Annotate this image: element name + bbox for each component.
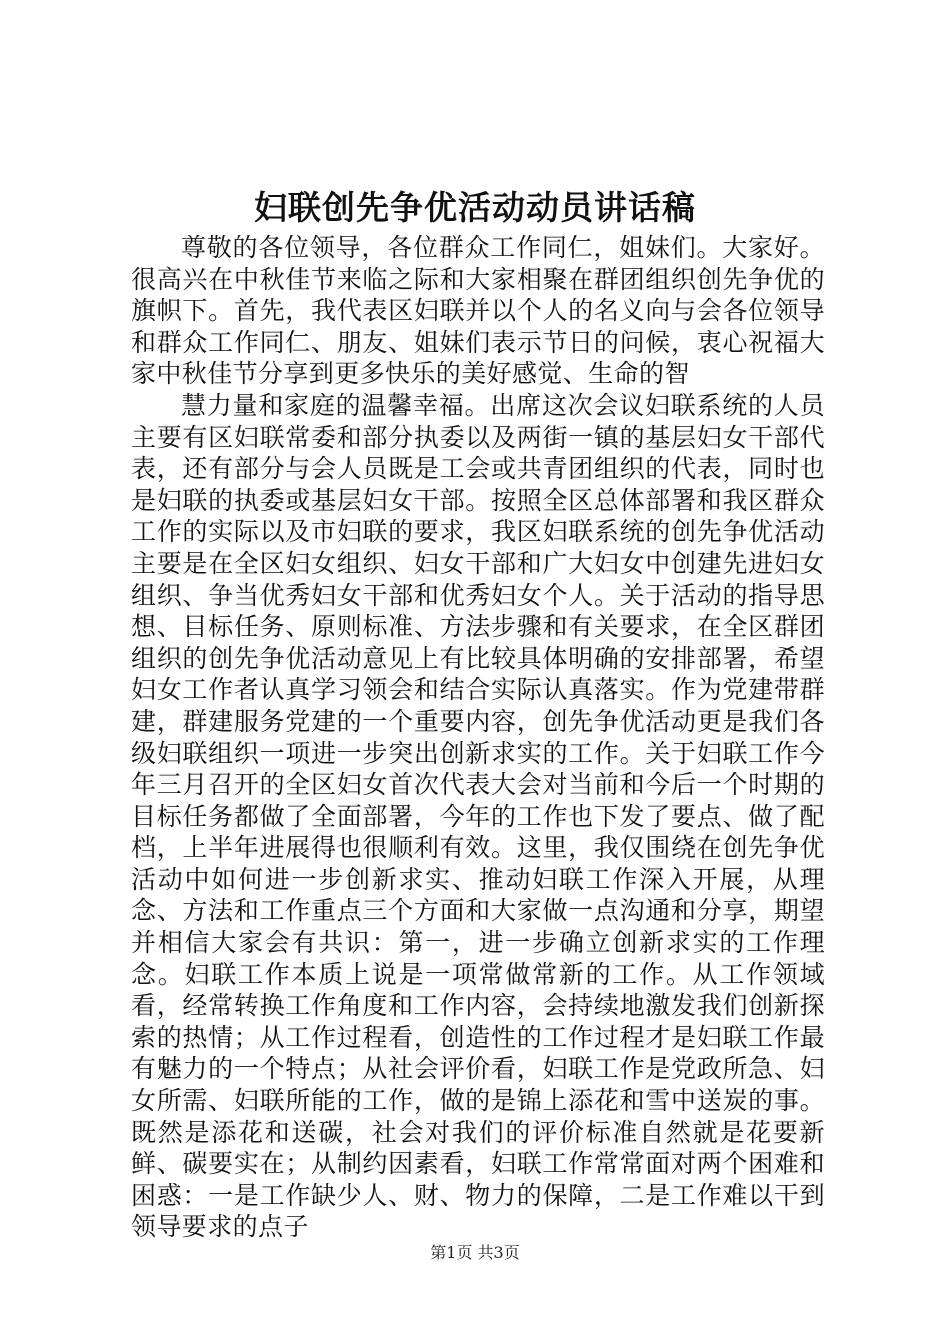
document-body (131, 232, 825, 1243)
paragraph: 慧力量和家庭的温馨幸福。出席这次会议妇联系统的人员主要有区妇联常委和部分执委以及两街一镇的基层妇女干部代表，还有部分与会人员既是工会或共青团组织的代表，同时也是妇联的执委或基层妇女干部。按照全区总体部署和我区群众工作的实际以及市妇联的要求，我区妇联系统的创先争优活动主要是在全区妇女组织、妇女干部和广大妇女中创建先进妇女组织、争当优秀妇女干部和优秀妇女个人。关于活动的指导思想、目标任务、原则标准、方法步骤和有关要求，在全区群团组织的创先争优活动意见上有比较具体明确的安排部署，希望妇女工作者认真学习领会和结合实际认真落实。作为党建带群建，群建服务党建的一个重要内容，创先争优活动更是我们各级妇联组织一项进一步突出创新求实的工作。关于妇联工作今年三月召开的全区妇女首次代表大会对当前和今后一个时期的目标任务都做了全面部署，今年的工作也下发了要点、做了配档，上半年进展得也很顺利有效。这里，我仅围绕在创先争优活动中如何进一步创新求实、推动妇联工作深入开展，从理念、方法和工作重点三个方面和大家做一点沟通和分享，期望并相信大家会有共识：第一，进一步确立创新求实的工作理念。妇联工作本质上说是一项常做常新的工作。从工作领域看，经常转换工作角度和工作内容，会持续地激发我们创新探索的热情；从工作过程看，创造性的工作过程才是妇联工作最有魅力的一个特点；从社会评价看，妇联工作是党政所急、妇女所需、妇联所能的工作，做的是锦上添花和雪中送炭的事。既然是添花和送碳，社会对我们的评价标准自然就是花要新鲜、碳要实在；从制约因素看，妇联工作常常面对两个困难和困惑：一是工作缺少人、财、物力的保障，二是工作难以干到领导要求的点子 (131, 390, 825, 1242)
page-number-footer: 第1页 共3页 (430, 1243, 520, 1262)
paragraph: 尊敬的各位领导，各位群众工作同仁，姐妹们。大家好。很高兴在中秋佳节来临之际和大家相聚在群团组织创先争优的旗帜下。首先，我代表区妇联并以个人的名义向与会各位领导和群众工作同仁、朋友、姐妹们表示节日的问候，衷心祝福大家中秋佳节分享到更多快乐的美好感觉、生命的智 (131, 233, 825, 389)
document-title: 妇联创先争优活动动员讲话稿 (254, 188, 696, 227)
